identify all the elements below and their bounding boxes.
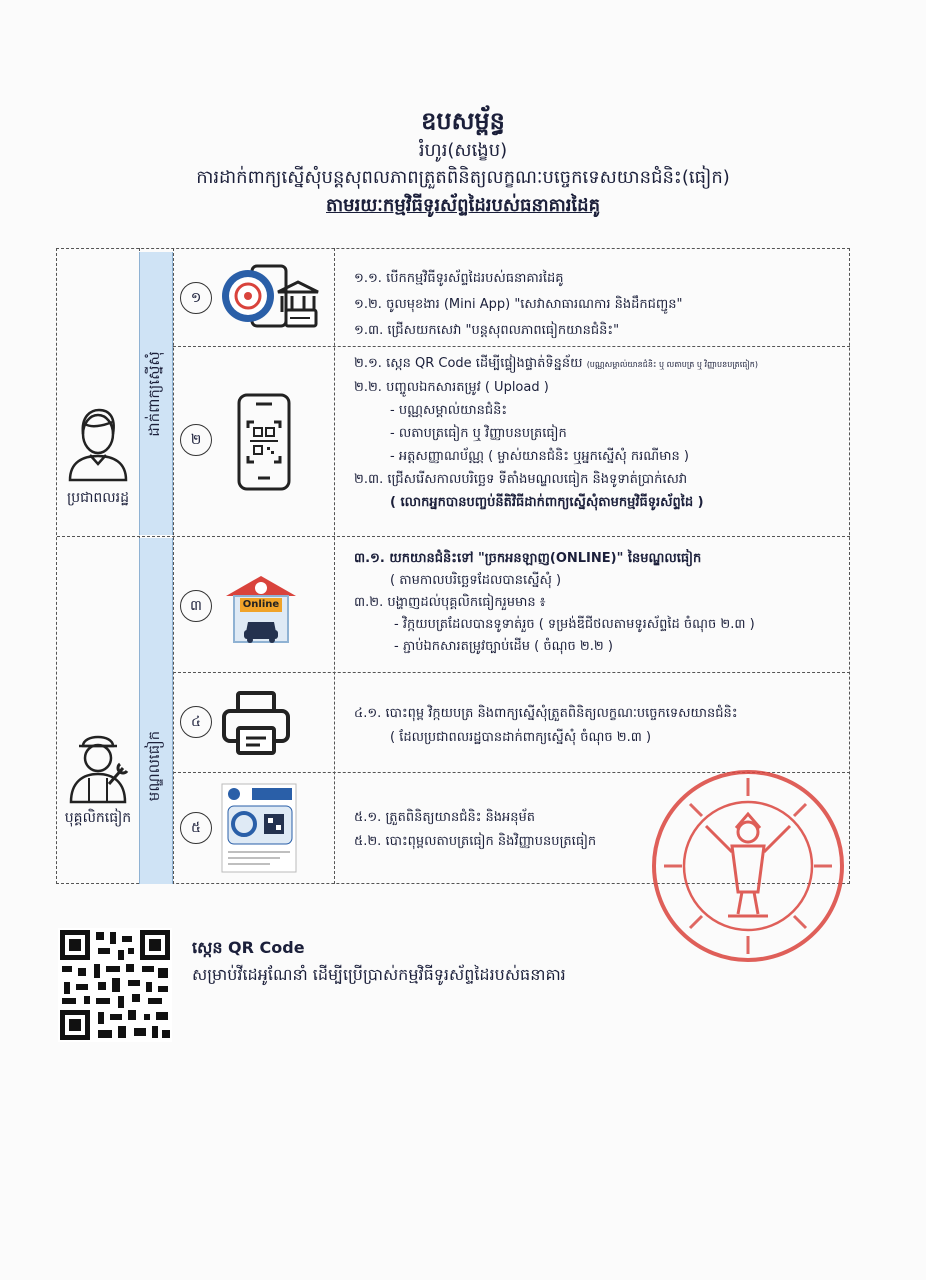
step-4-number: ៤	[180, 706, 212, 738]
phase-center-label: មណ្ឌលធៀក	[145, 731, 163, 802]
document-title: ការដាក់ពាក្យស្នើសុំបន្តសុពលភាពត្រួតពិនិត្យលក្ខណៈបច្ចេកទេសយានជំនិះ(ធៀក)	[196, 167, 730, 188]
qr-phone-icon	[236, 392, 292, 496]
step-2-line: - បណ្ណសម្គាល់យានជំនិះ	[390, 403, 508, 418]
step-2-text	[354, 352, 848, 514]
document-header	[0, 104, 926, 220]
step-1-line: ១.២. ចូលមុខងារ (Mini App) "សេវាសាធារណការ និងដឹកជញ្ជូន"	[354, 297, 683, 312]
step-2-line: - លតាបត្រធៀក ឬ វិញ្ញាបនបត្រធៀក	[390, 426, 567, 441]
step-3-text	[354, 548, 848, 658]
phase-center-bar	[139, 538, 173, 884]
bank-app-icon	[220, 262, 320, 334]
actor-staff-label: បុគ្គលិកធៀក	[64, 810, 132, 826]
summary-label: រំហូរ(សង្ខេប)	[418, 140, 508, 161]
step-2-line: ២.៣. ជ្រើសរើសកាលបរិច្ឆេទ ទីតាំងមណ្ឌលធៀក និងទូទាត់ប្រាក់សេវា	[354, 472, 688, 487]
document-subtitle: តាមរយៈកម្មវិធីទូរស័ព្ទដៃរបស់ធនាគារដៃគូ	[326, 195, 600, 216]
step-2-line: - អត្តសញ្ញាណប័ណ្ណ ( ម្ចាស់យានជំនិះ ឬអ្នកស្នើសុំ ករណីមាន )	[390, 449, 689, 464]
online-label: Online	[240, 598, 282, 612]
step-4-line: ៤.១. បោះពុម្ព វិក្កយបត្រ និងពាក្យស្នើសុំត្រួតពិនិត្យលក្ខណៈបច្ចេកទេសយានជំនិះ	[354, 706, 738, 721]
step-1-number: ១	[180, 282, 212, 314]
frame-divider	[334, 248, 335, 884]
official-seal-stamp	[650, 768, 846, 968]
step-2-line: ២.២. បញ្ចូលឯកសារតម្រូវ ( Upload )	[354, 380, 549, 395]
mechanic-icon	[65, 728, 131, 804]
step-3-number: ៣	[180, 590, 212, 622]
step-5-line: ៥.១. ត្រួតពិនិត្យយានជំនិះ និងអនុម័ត	[354, 810, 536, 825]
step-1-line: ១.៣. ជ្រើសយកសេវា "បន្តសុពលភាពធៀកយានជំនិះ"	[354, 323, 620, 338]
step-3-line: - ភ្ជាប់ឯកសារតម្រូវច្បាប់ដើម ( ចំណុច ២.២ )	[394, 639, 613, 654]
annex-title: ឧបសម្ព័ន្ធ	[421, 107, 505, 135]
online-garage-icon	[222, 570, 300, 644]
citizen-icon	[65, 402, 131, 484]
step-2-note: (បណ្ណសម្គាល់យានជំនិះ ឬ លតាបត្រ ឬ វិញ្ញាបនបត្រធៀក)	[586, 360, 758, 369]
step-3-line: ៣.១. យកយានជំនិះទៅ "ច្រកអនឡាញ(ONLINE)" នៃមណ្ឌលធៀក	[354, 551, 702, 566]
step-2-line	[354, 352, 848, 376]
actor-citizen-label: ប្រជាពលរដ្ឋ	[67, 490, 129, 506]
footer-text	[192, 934, 566, 988]
actor-citizen	[57, 402, 139, 509]
phase-apply-label: ដាក់ពាក្យស្នើសុំ	[145, 350, 163, 437]
qr-code-icon[interactable]	[58, 928, 172, 1046]
actor-staff	[57, 728, 139, 829]
step-4-line: ( ដែលប្រជាពលរដ្ឋបានដាក់ពាក្យស្នើសុំ ចំណុច ២.៣ )	[390, 730, 652, 745]
printer-icon	[220, 690, 292, 760]
row-divider	[173, 346, 850, 347]
inspection-card-icon	[220, 782, 298, 878]
step-1-text	[354, 266, 848, 344]
step-4-text	[354, 702, 848, 750]
step-2-number: ២	[180, 424, 212, 456]
step-3-line: ( តាមកាលបរិច្ឆេទដែលបានស្នើសុំ )	[390, 573, 562, 588]
step-2-line: ( លោកអ្នកបានបញ្ចប់នីតិវិធីដាក់ពាក្យស្នើសុំតាមកម្មវិធីទូរស័ព្ទដៃ )	[390, 495, 704, 510]
row-divider	[57, 536, 850, 537]
step-1-line: ១.១. បើកកម្មវិធីទូរស័ព្ទដៃរបស់ធនាគារដៃគូ	[354, 271, 564, 286]
phase-apply-bar	[139, 252, 173, 535]
step-3-line: ៣.២. បង្ហាញដល់បុគ្គលិកធៀករួមមាន ៖	[354, 595, 546, 610]
frame-divider	[173, 248, 174, 884]
step-3-line: - វិក្កយបត្រដែលបានទូទាត់រួច ( ទម្រង់ឌីជីថលតាមទូរស័ព្ទដៃ ចំណុច ២.៣ )	[394, 617, 755, 632]
step-2-line-text: ២.១. ស្កេន QR Code ដើម្បីផ្ទៀងផ្ទាត់ទិន្នន័យ	[354, 356, 583, 371]
footer-guide-text: សម្រាប់វីដេអូណែនាំ ដើម្បីប្រើប្រាស់កម្មវិធីទូរស័ព្ទដៃរបស់ធនាគារ	[192, 965, 566, 984]
step-5-number: ៥	[180, 812, 212, 844]
footer-scan-label: ស្កេន QR Code	[192, 938, 305, 957]
step-5-line: ៥.២. បោះពុម្ពលតាបត្រធៀក និងវិញ្ញាបនបត្រធៀក	[354, 834, 597, 849]
row-divider	[173, 672, 850, 673]
